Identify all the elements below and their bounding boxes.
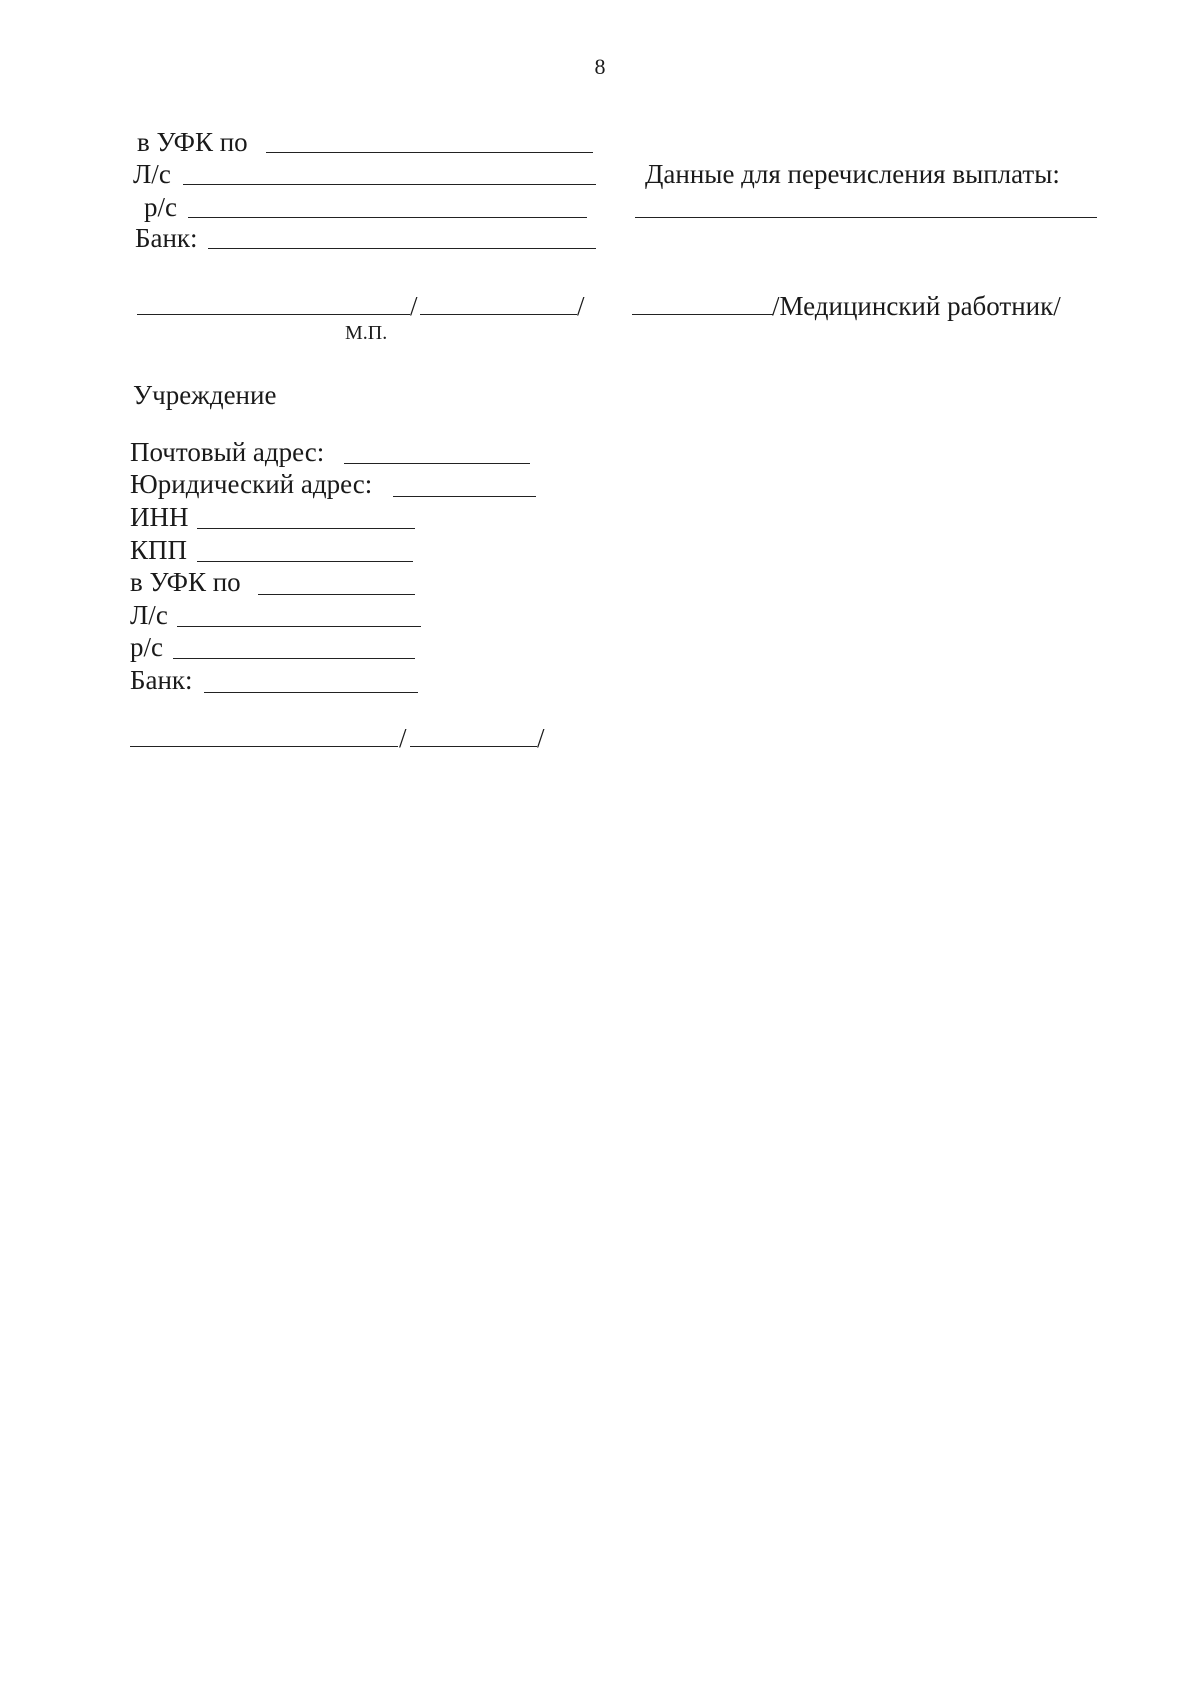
legal-address-field-line[interactable] [393, 496, 536, 497]
seal-label: М.П. [345, 322, 388, 344]
ls-label: Л/с [133, 159, 171, 189]
rs-label: р/с [144, 192, 177, 222]
bank-label: Банк: [135, 223, 198, 253]
institution-rs-field-line[interactable] [173, 658, 415, 659]
page-number: 8 [594, 54, 606, 79]
institution-signature-name-line[interactable] [410, 746, 537, 747]
institution-ufk-field-line[interactable] [258, 594, 415, 595]
institution-signature-line[interactable] [130, 746, 398, 747]
medical-worker-signature-line[interactable] [632, 314, 773, 315]
institution-bank-field-line[interactable] [204, 692, 418, 693]
kpp-label: КПП [130, 535, 188, 565]
rs-field-line[interactable] [188, 217, 587, 218]
signature-slash-1: / [410, 291, 418, 321]
medical-worker-label: /Медицинский работник/ [772, 291, 1061, 321]
legal-address-label: Юридический адрес: [130, 469, 373, 499]
signature-slash-2: / [577, 291, 585, 321]
ufk-label: в УФК по [137, 127, 248, 157]
postal-address-label: Почтовый адрес: [130, 437, 325, 467]
institution-ls-field-line[interactable] [177, 626, 421, 627]
institution-signature-slash-2: / [537, 723, 545, 753]
payment-data-title: Данные для перечисления выплаты: [645, 159, 1060, 189]
payment-data-field-line[interactable] [635, 217, 1097, 218]
inn-field-line[interactable] [197, 528, 415, 529]
postal-address-field-line[interactable] [344, 463, 530, 464]
institution-ls-label: Л/с [130, 600, 168, 630]
institution-title: Учреждение [133, 380, 277, 410]
signature-line-1[interactable] [137, 314, 410, 315]
institution-ufk-label: в УФК по [130, 567, 241, 597]
kpp-field-line[interactable] [197, 561, 413, 562]
institution-bank-label: Банк: [130, 665, 193, 695]
inn-label: ИНН [130, 502, 189, 532]
signature-name-line-1[interactable] [420, 314, 577, 315]
bank-field-line[interactable] [208, 248, 596, 249]
ufk-field-line[interactable] [266, 152, 593, 153]
institution-rs-label: р/с [130, 632, 163, 662]
institution-signature-slash-1: / [399, 723, 407, 753]
ls-field-line[interactable] [183, 184, 596, 185]
